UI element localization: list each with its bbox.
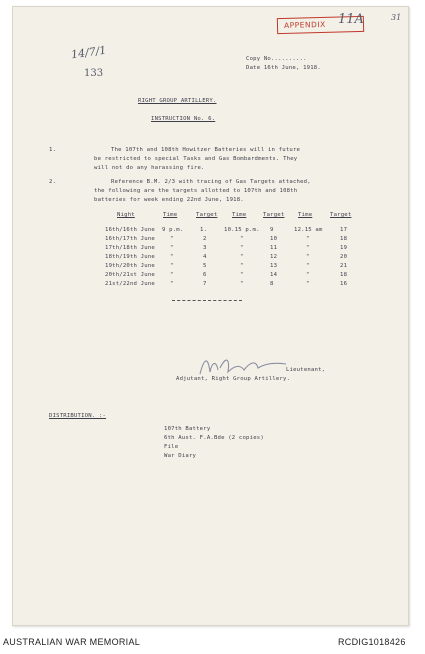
table-cell: 11 — [270, 245, 278, 251]
paragraph-line: the following are the targets allotted to 107th and 108th — [94, 188, 298, 194]
handwritten-reference: 14/7/1 — [70, 43, 108, 62]
paragraph-number: 2. — [49, 179, 57, 185]
paragraph-line: Reference B.M. 2/3 with tracing of Gas Targets attached, — [111, 179, 311, 185]
paragraph-line: The 107th and 108th Howitzer Batteries will in future — [111, 147, 301, 153]
table-cell: 16th/17th June — [105, 236, 155, 242]
table-cell: 7 — [203, 281, 207, 287]
table-cell: 10 — [270, 236, 278, 242]
appendix-number: 11A — [338, 12, 364, 27]
table-cell: 17 — [340, 227, 348, 233]
table-cell: 10.15 p.m. — [224, 227, 260, 233]
table-cell: " — [306, 272, 310, 278]
table-cell: " — [240, 281, 244, 287]
table-cell: 16th/16th June — [105, 227, 155, 233]
table-cell: 2 — [203, 236, 207, 242]
table-cell: 12 — [270, 254, 278, 260]
paragraph-line: batteries for week ending 22nd June, 1918. — [94, 197, 244, 203]
appendix-label: APPENDIX — [283, 19, 326, 30]
table-cell: " — [240, 236, 244, 242]
distribution-item: War Diary — [164, 453, 197, 459]
paragraph-line: be restricted to special Tasks and Gas Bombardments. They — [94, 156, 298, 162]
table-cell: 5 — [203, 263, 207, 269]
table-cell: 20th/21st June — [105, 272, 155, 278]
table-cell: 9 p.m. — [162, 227, 184, 233]
document-date: Date 16th June, 1918. — [246, 65, 321, 71]
table-cell: 21 — [340, 263, 348, 269]
footer-record-id: RCDIG1018426 — [338, 637, 406, 647]
table-cell: 3 — [203, 245, 207, 251]
distribution-item: 107th Battery — [164, 426, 211, 432]
instruction-number: INSTRUCTION No. 6. — [151, 116, 216, 122]
copy-number: Copy No.......... — [246, 56, 307, 62]
table-cell: 6 — [203, 272, 207, 278]
table-cell: " — [306, 236, 310, 242]
table-cell: 12.15 am — [294, 227, 323, 233]
table-cell: " — [170, 272, 174, 278]
table-cell: " — [240, 272, 244, 278]
column-header: Time — [298, 212, 313, 218]
table-cell: 20 — [340, 254, 348, 260]
table-cell: " — [170, 236, 174, 242]
table-cell: " — [306, 281, 310, 287]
table-cell: 19 — [340, 245, 348, 251]
table-cell: 8 — [270, 281, 274, 287]
table-cell: 9 — [270, 227, 274, 233]
section-divider — [172, 300, 242, 301]
distribution-label: DISTRIBUTION. :- — [49, 413, 107, 419]
signatory-title: Adjutant, Right Group Artillery. — [176, 376, 291, 382]
table-cell: 14 — [270, 272, 278, 278]
column-header: Time — [163, 212, 178, 218]
column-header: Time — [232, 212, 247, 218]
table-cell: 21st/22nd June — [105, 281, 155, 287]
column-header: Target — [330, 212, 352, 218]
table-cell: " — [170, 263, 174, 269]
table-cell: " — [306, 254, 310, 260]
table-cell: 16 — [340, 281, 348, 287]
distribution-item: 6th Aust. F.A.Bde (2 copies) — [164, 435, 264, 441]
table-cell: 19th/20th June — [105, 263, 155, 269]
table-cell: " — [240, 245, 244, 251]
table-cell: 18 — [340, 236, 348, 242]
signatory-rank: Lieutenant, — [286, 367, 326, 373]
table-cell: " — [170, 245, 174, 251]
table-cell: 18th/19th June — [105, 254, 155, 260]
table-cell: 13 — [270, 263, 278, 269]
handwritten-number: 133 — [84, 68, 104, 79]
paragraph-number: 1. — [49, 147, 57, 153]
table-cell: 17th/18th June — [105, 245, 155, 251]
table-cell: " — [240, 263, 244, 269]
footer-institution: AUSTRALIAN WAR MEMORIAL — [3, 637, 141, 647]
table-cell: " — [170, 281, 174, 287]
column-header: Target — [263, 212, 285, 218]
document-title: RIGHT GROUP ARTILLERY. — [138, 98, 217, 104]
column-header: Target — [196, 212, 218, 218]
table-cell: " — [170, 254, 174, 260]
table-cell: 4 — [203, 254, 207, 260]
paragraph-line: will not do any harassing fire. — [94, 165, 205, 171]
table-cell: " — [240, 254, 244, 260]
table-cell: 1. — [200, 227, 208, 233]
table-cell: " — [306, 245, 310, 251]
column-header: Night — [117, 212, 135, 218]
page-number: 31 — [391, 13, 402, 22]
table-cell: " — [306, 263, 310, 269]
table-cell: 18 — [340, 272, 348, 278]
distribution-item: File — [164, 444, 179, 450]
